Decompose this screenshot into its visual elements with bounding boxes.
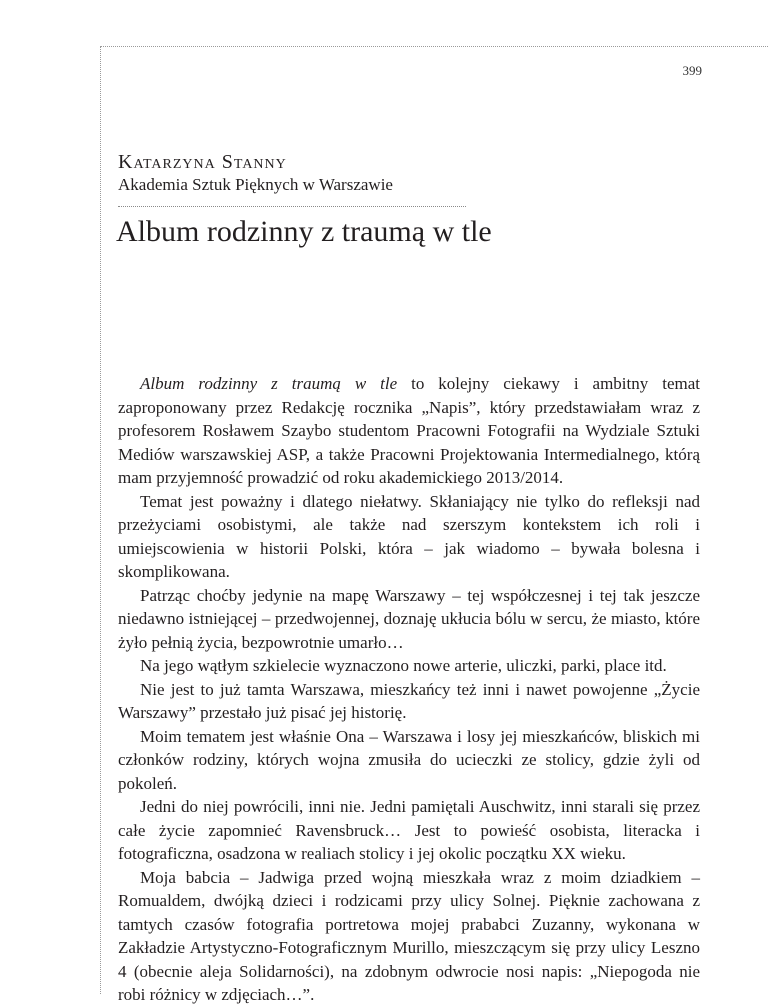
paragraph-text: to kolejny ciekawy i ambitny temat zaproponowany przez Redakcję rocznika „Napis”, który przedstawiałam wraz z profesorem Rosławem Szaybo studentom Pracowni Fotografii na Wydziale Sztuki Mediów warszawskiej ASP, a także Pracowni Projektowania Intermedialnego, którą mam przyjemność prowadzić od roku akademickiego 2013/2014. xyxy=(118,374,700,487)
author-affiliation: Akademia Sztuk Pięknych w Warszawie xyxy=(118,175,393,194)
paragraph: Na jego wątłym szkielecie wyznaczono nowe arterie, uliczki, parki, place itd. xyxy=(140,656,667,675)
paragraph: Temat jest poważny i dlatego niełatwy. Skłaniający nie tylko do refleksji nad przeżyciami osobistymi, ale także nad szerszym kontekstem ich roli i umiejscowienia w historii Polski, która – jak wiadomo – bywała bolesna i skomplikowana. xyxy=(118,491,700,581)
title-divider xyxy=(118,206,466,207)
paragraph: Nie jest to już tamta Warszawa, mieszkańcy też inni i nawet powojenne „Życie Warszawy” przestało już pisać jej historię. xyxy=(118,679,700,722)
paragraph: Moim tematem jest właśnie Ona – Warszawa i losy jej mieszkańców, bliskich mi członków rodziny, których wojna zmusiła do ucieczki ze stolicy, gdzie żyli od pokoleń. xyxy=(118,726,700,793)
page-number: 399 xyxy=(682,63,702,78)
article-body xyxy=(118,372,700,1007)
title-reference: Album rodzinny z traumą w tle xyxy=(140,374,398,393)
paragraph: Jedni do niej powrócili, inni nie. Jedni pamiętali Auschwitz, inni starali się przez całe życie zapomnieć Ravensbruck… Jest to powieść osobista, literacka i fotograficzna, osadzona w realiach stolicy i jej okolic początku XX wieku. xyxy=(118,797,700,863)
article-title: Album rodzinny z traumą w tle xyxy=(116,215,492,248)
paragraph: Moja babcia – Jadwiga przed wojną mieszkała wraz z moim dziadkiem – Romualdem, dwójką dzieci i rodzicami przy ulicy Solnej. Pięknie zachowana z tamtych czasów fotografia portretowa mojej prababci Zuzanny, wykonana w Zakładzie Artystyczno-Fotograficznym Murillo, mieszczącym się przy ulicy Leszno 4 (obecnie aleja Solidarności), na zdobnym odwrocie nosi napis: „Niepogoda nie robi różnicy w zdjęciach…”. xyxy=(118,867,700,1004)
page-border-left xyxy=(100,46,101,994)
author-name: Katarzyna Stanny xyxy=(118,151,287,173)
page-border-top xyxy=(100,46,768,47)
paragraph: Patrząc choćby jedynie na mapę Warszawy – tej współczesnej i tej tak jeszcze niedawno istniejącej – przedwojennej, doznaję ukłucia bólu w sercu, że miasto, które żyło pełnią życia, bezpowrotnie umarło… xyxy=(118,585,700,652)
paragraph xyxy=(118,372,700,490)
